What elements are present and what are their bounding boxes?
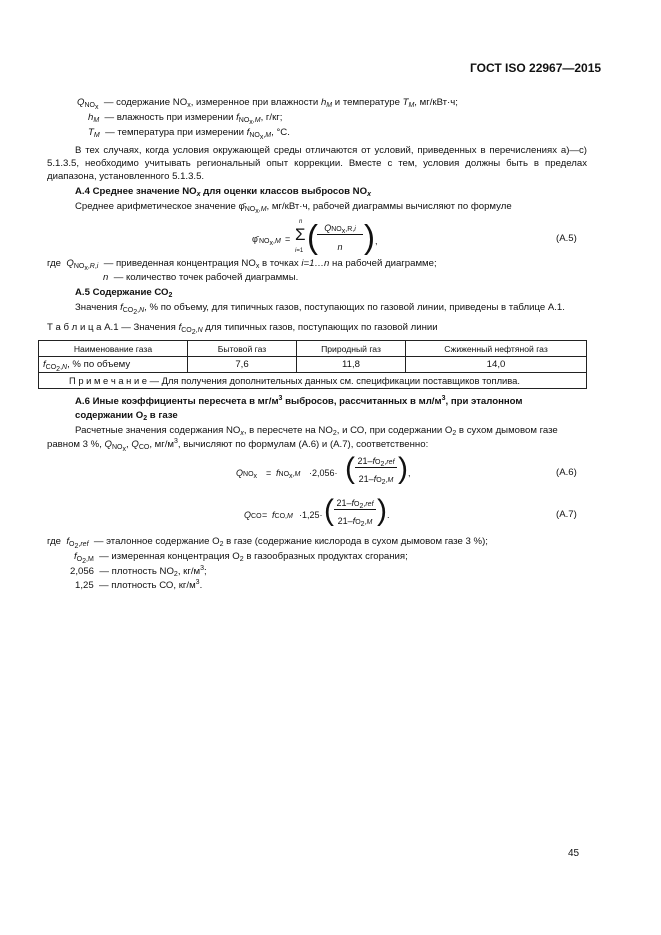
table-header-row (39, 341, 587, 357)
table-cell-natural: 11,8 (297, 357, 406, 373)
section-a5-text: Значения $f_{CO_2,N}$, % по объему, для типичных газов, поступающих по газовой линии, приведены в таблице А.1. (75, 302, 565, 316)
table-row (39, 357, 587, 373)
section-a6-text-line2: равном 3 %, $Q_{NO_x}$, $Q_{CO}$, $мг/м^3$, вычисляют по формулам (А.6) и (А.7), соответственно: (47, 438, 429, 453)
definition-q-nox: $Q_{NO_x}$ — содержание $NO_x$, измеренное при влажности $h_M$ и температуре $T_M$, мг/кВт·ч; (77, 97, 458, 111)
definition-q-nox-r-i: где $Q_{NO_x,R,i}$ — приведенная концентрация $NO_x$ в точках i=1…n на рабочей диаграмме; (47, 258, 437, 272)
section-a6-heading-line1: А.6 Иные коэффициенты пересчета в $мг/м^3$ выбросов, рассчитанных в $мл/м^3$, при эталонном (75, 395, 523, 407)
definition-n: n — количество точек рабочей диаграммы. (103, 272, 299, 283)
section-a4-heading: А.4 Среднее значение $NO_x$ для оценки классов выбросов $NO_x$ (75, 186, 371, 198)
table-note-row (39, 373, 587, 389)
definition-t-m: $T_M$ — температура при измерении $f_{NO_x,M}$, °C. (88, 127, 290, 141)
paragraph-ambient-conditions: В тех случаях, когда условия окружающей среды отличаются от условий, приведенных в перечислениях а)—с) 5.1.3.5, необходимо учитывать региональный опыт коррекции. Вместе с тем, условия должны быть в пределах диапазона, установленного 5.1.3.5. (47, 145, 587, 182)
definition-h-m: $h_M$ — влажность при измерении $f_{NO_x,M}$, г/кг; (88, 112, 283, 126)
equation-number-a5: (А.5) (556, 233, 577, 244)
table-cell-lpg: 14,0 (406, 357, 587, 373)
document-standard-header: ГОСТ ISO 22967—2015 (470, 61, 602, 75)
definition-f-o2-ref: где $f_{O_2,ref}$ — эталонное содержание $О_2$ в газе (содержание кислорода в сухом дымовом газе 3 %); (47, 536, 488, 550)
section-a5-heading: А.5 Содержание $СО_2$ (75, 287, 173, 299)
table-header-gas-name: Наименование газа (39, 341, 188, 357)
definition-f-o2-m: $f_{O_2,M}$ — измеренная концентрация $О_2$ в газообразных продуктах сгорания; (74, 551, 408, 565)
table-cell-domestic: 7,6 (188, 357, 297, 373)
table-header-domestic-gas: Бытовой газ (188, 341, 297, 357)
equation-number-a6: (А.6) (556, 467, 577, 478)
section-a6-heading-line2: содержании $О_2$ в газе (75, 410, 178, 422)
table-note: П р и м е ч а н и е — Для получения дополнительных данных см. спецификации поставщиков топлива. (39, 373, 587, 389)
equation-number-a7: (А.7) (556, 509, 577, 520)
table-a1 (38, 340, 587, 389)
section-a4-text: Среднее арифметическое значение $\varphī_{NO_x,M}$, мг/кВт·ч, рабочей диаграммы вычисляют по формуле (75, 201, 512, 215)
table-header-lpg: Сжиженный нефтяной газ (406, 341, 587, 357)
section-a6-text-line1: Расчетные значения содержания $NO_x$, в пересчете на $NO_2$, и СО, при содержании $О_2$ в сухом дымовом газе (75, 425, 558, 437)
table-row-label: $f_{CO_2,N}$, % по объему (39, 357, 188, 373)
table-header-natural-gas: Природный газ (297, 341, 406, 357)
table-a1-caption: Т а б л и ц а А.1 — Значения $f_{CO_2,N}$ для типичных газов, поступающих по газовой линии (47, 322, 438, 336)
definition-co-density: 1,25 — плотность СО, $кг/м^3$. (75, 579, 203, 591)
definition-no2-density: 2,056 — плотность $NO_2$, $кг/м^3$; (70, 565, 207, 578)
page-number: 45 (568, 848, 580, 859)
